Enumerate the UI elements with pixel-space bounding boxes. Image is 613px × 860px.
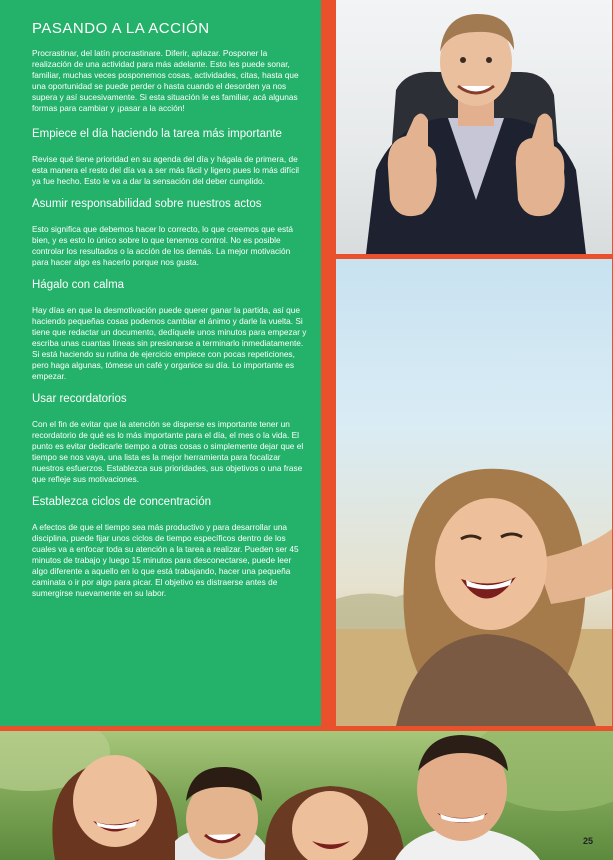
section-heading: Empiece el día haciendo la tarea más importante	[32, 128, 282, 140]
man-thumbs-up-illustration	[336, 0, 612, 254]
family-illustration	[0, 731, 613, 860]
article-title: PASANDO A LA ACCIÓN	[32, 20, 210, 37]
section-body: Hay días en que la desmotivación puede querer ganar la partida, así que haciendo pequeñas cosas podemos cambiar el ánimo y darle la vuelta. Si tiene que redactar un documento, dedíquele unos minutos para empezar y escriba unas cuantas líneas sin presionarse a terminarlo inmediatamente. Si está haciendo su rutina de ejercicio empiece con pocas repeticiones, pero haga algunas, tómese un café y organice su día. Lo importante es empezar.	[32, 305, 307, 381]
article-intro: Procrastinar, del latín procrastinare. Diferir, aplazar. Posponer la realización de una actividad para más adelante. Esto les puede sonar, familiar, muchas veces posponemos cosas, actividades, citas, hasta que una oportunidad se puede perder o hasta cuando el desorden ya nos supera y así sucesivamente. Si esta situación le es familiar, acá algunas formas para cambiar y ¡pasar a la acción!	[32, 48, 299, 113]
section-body: Esto significa que debemos hacer lo correcto, lo que creemos que está bien, y es esto lo único sobre lo que tenemos control. No es posible controlar los resultados o la acción de los demás. La mejor motivación para hacer algo es hacerlo porque nos gusta.	[32, 224, 294, 267]
section-heading: Asumir responsabilidad sobre nuestros actos	[32, 198, 262, 210]
family-photo	[0, 731, 613, 860]
section-body: Revise qué tiene prioridad en su agenda del día y hágala de primera, de esta manera el resto del día va a ser más fácil y ligero pues lo más difícil ya fue hecho. Esto le va a dar la sensación del deber cumplido.	[32, 154, 300, 186]
section-heading: Establezca ciclos de concentración	[32, 496, 211, 508]
article-panel	[0, 0, 321, 726]
page-number: 25	[582, 836, 593, 846]
laughing-woman-illustration	[336, 259, 612, 726]
section-heading: Usar recordatorios	[32, 393, 127, 405]
section-heading: Hágalo con calma	[32, 279, 125, 291]
man-thumbs-up-photo	[336, 0, 612, 254]
section-body: A efectos de que el tiempo sea más productivo y para desarrollar una disciplina, puede fijar unos ciclos de tiempo específicos dentro de los cuales va a enfocar toda su atención a la tarea a realizar. Pueden ser 45 minutos de trabajo y luego 15 minutos para desconectarse, puede leer algo diferente a aquello en lo que está trabajando, hacer una pequeña caminata o ir por algo para picar. El objetivo es distraerse antes de sumergirse nuevamente en su labor.	[32, 522, 299, 598]
laughing-woman-photo	[336, 259, 612, 726]
section-body: Con el fin de evitar que la atención se disperse es importante tener un recordatorio de qué es lo más importante para el día, el mes o la vida. El punto es evitar dedicarle tiempo a otras cosas o simplemente dejar que el tiempo se nos vaya, una lista es la mejor herramienta para focalizar nuestros esfuerzos. Establezca sus prioridades, sus objetivos o una frase que refleje sus motivaciones.	[32, 419, 304, 484]
